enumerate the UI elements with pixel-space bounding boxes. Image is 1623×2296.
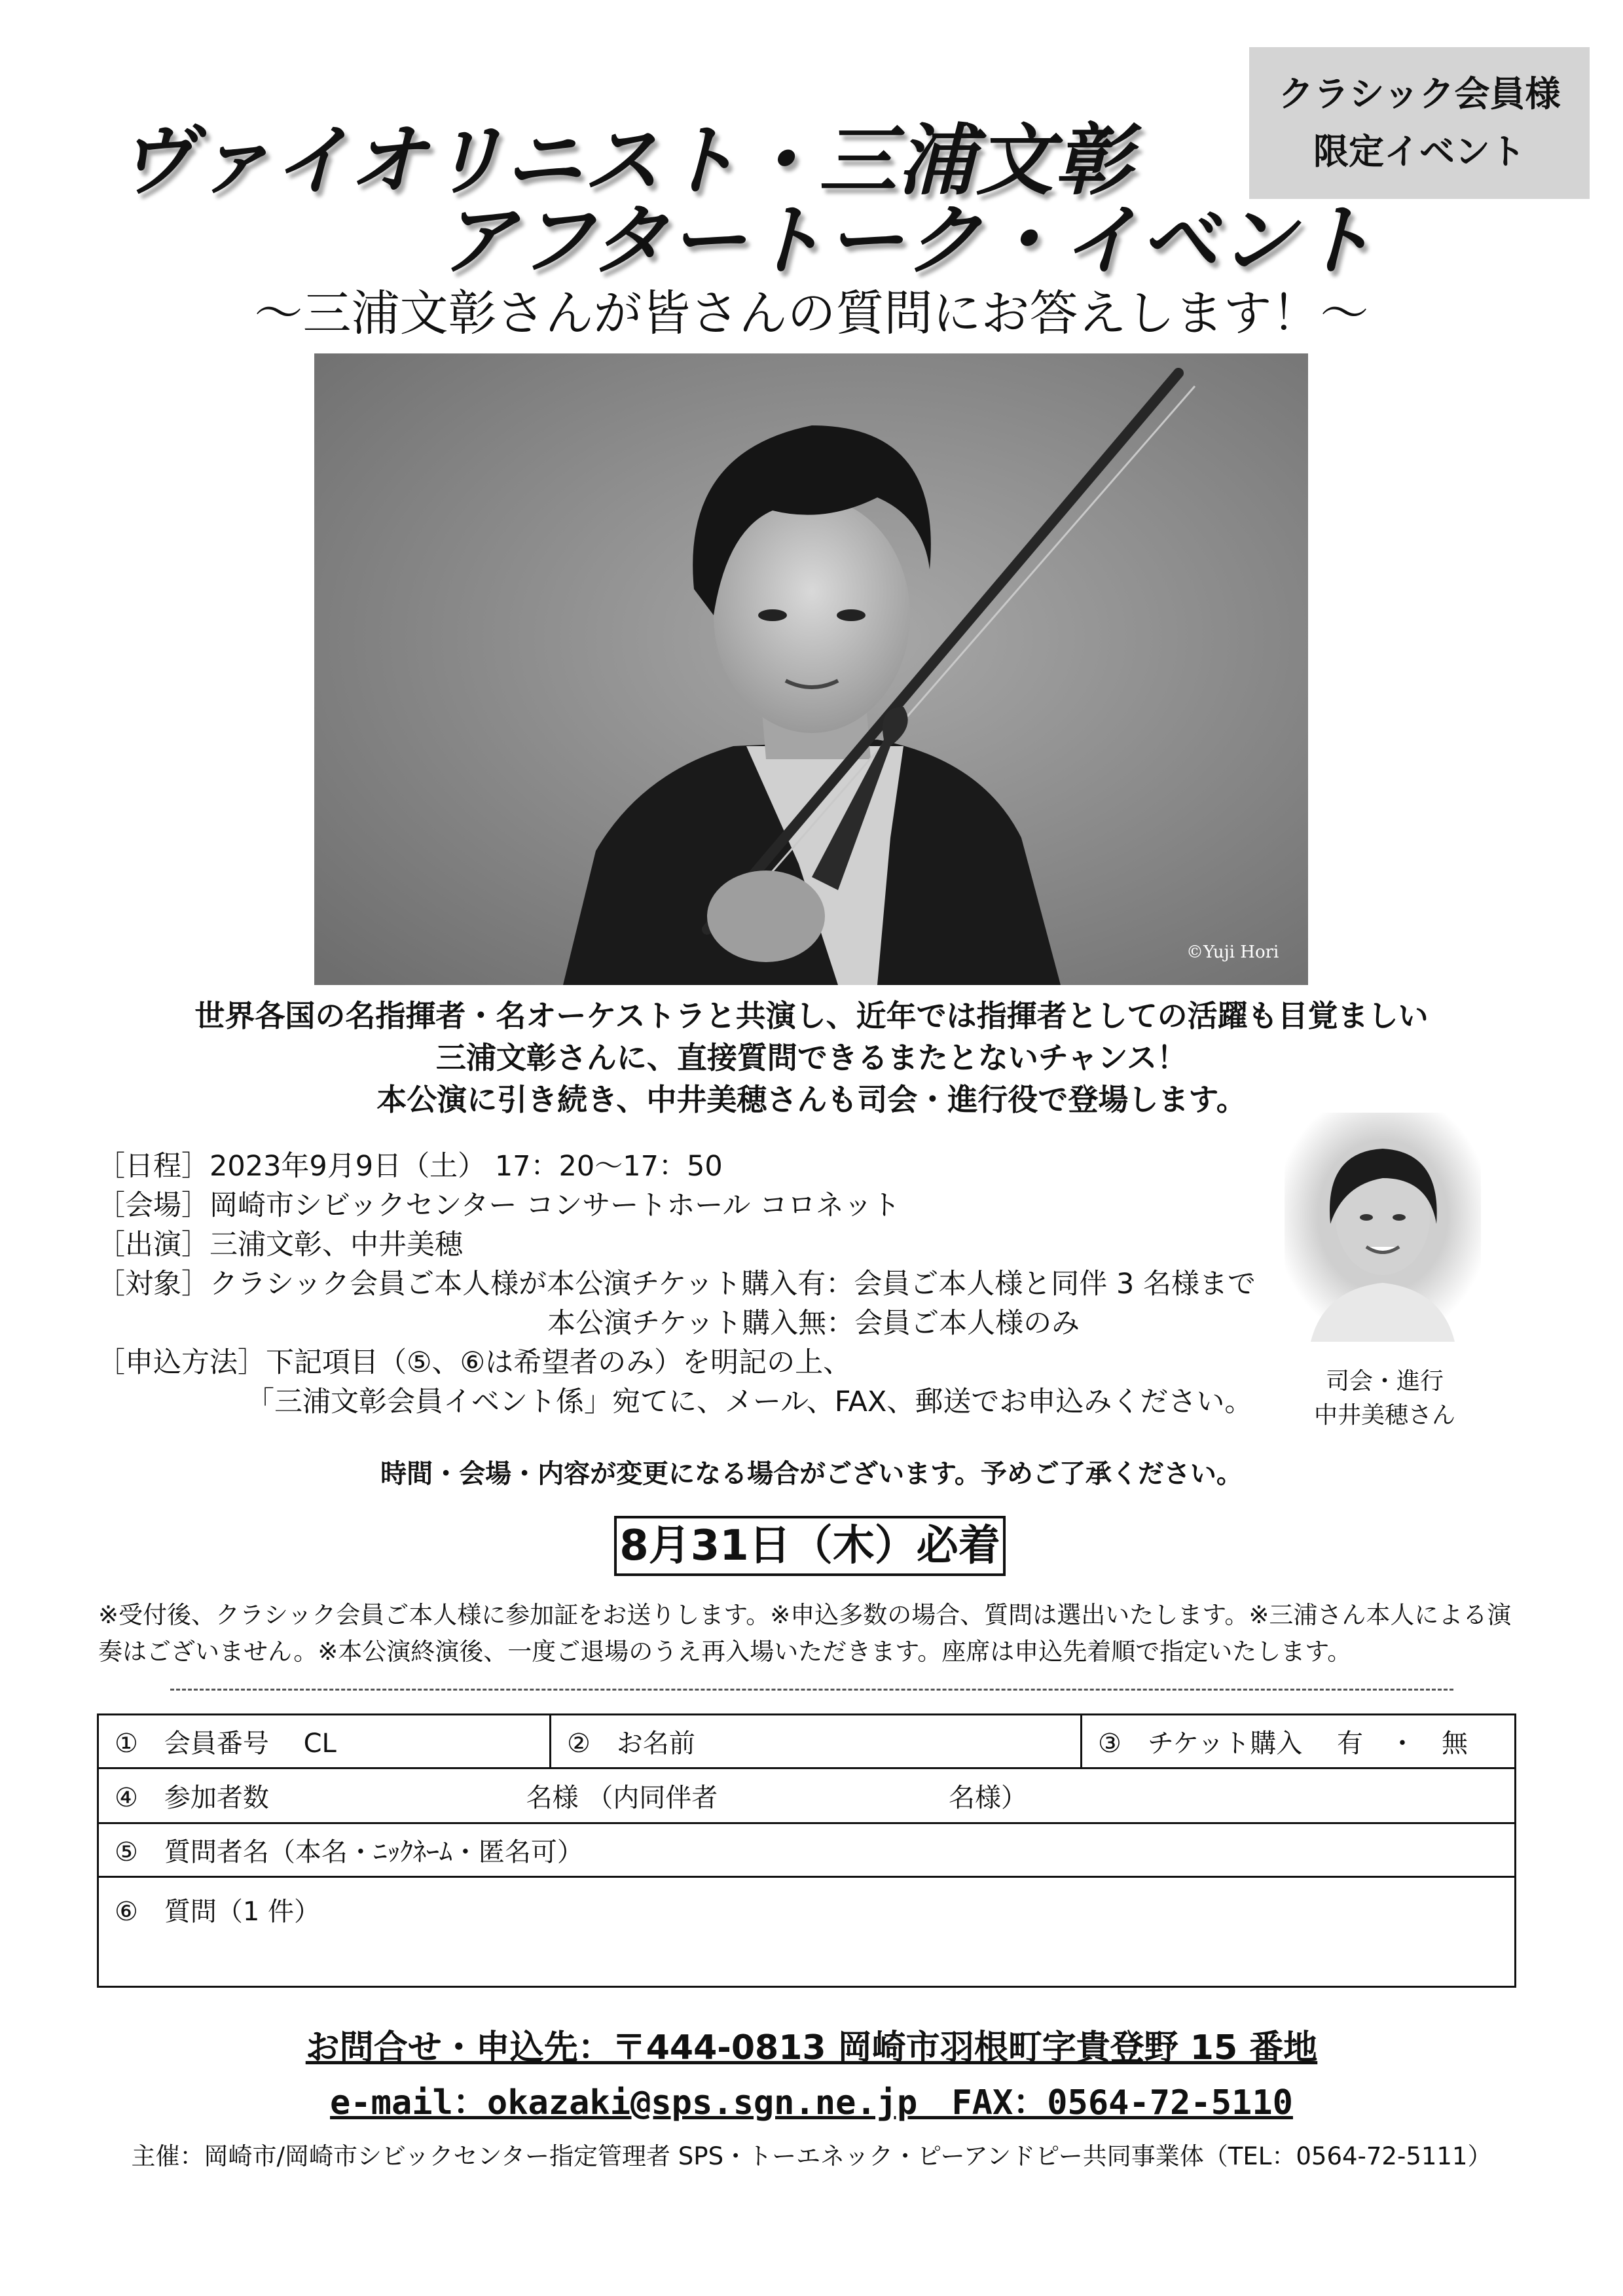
contact-address: お問合せ・申込先：〒444-0813 岡崎市羽根町字貴登野 15 番地	[305, 2028, 1318, 2068]
questioner-name-field[interactable]	[98, 1823, 1516, 1877]
photo-credit: ©Yuji Hori	[1186, 942, 1279, 962]
mc-caption	[1300, 1365, 1470, 1433]
detail-row-performers	[97, 1225, 1256, 1265]
detail-label: ［対象］	[97, 1268, 210, 1300]
detail-value: 三浦文彰、中井美穂	[210, 1229, 463, 1261]
name-field[interactable]	[551, 1715, 1082, 1768]
intro-line: 本公演に引き続き、中井美穂さんも司会・進行役で登場します。	[376, 1082, 1247, 1117]
member-number-field[interactable]	[98, 1715, 551, 1768]
cut-line	[170, 1689, 1453, 1691]
violinist-photo	[314, 353, 1308, 985]
detail-row-venue	[97, 1186, 1256, 1225]
badge-line-1: クラシック会員様	[1278, 73, 1561, 115]
detail-label: ［申込方法］	[97, 1346, 266, 1379]
ticket-purchase-label: ③ チケット購入 有 ・ 無	[1098, 1729, 1468, 1759]
detail-value: 2023年9月9日（土） 17：20～17：50	[210, 1150, 723, 1183]
detail-row-date	[97, 1147, 1256, 1186]
name-label: ② お名前	[567, 1729, 695, 1759]
detail-row-apply	[97, 1343, 1256, 1382]
event-title-line-2: アフタートーク・イベント	[439, 195, 1376, 285]
detail-value: 本公演チケット購入無：会員ご本人様のみ	[547, 1307, 1080, 1340]
detail-label: ［会場］	[97, 1189, 210, 1222]
mc-portrait	[1285, 1113, 1481, 1342]
contact-email-fax: e-mail：okazaki@sps.sgn.ne.jp FAX：0564-72-5110	[330, 2083, 1293, 2123]
intro-line: 世界各国の名指揮者・名オーケストラと共演し、近年では指揮者としての活躍も目覚ましい	[194, 998, 1429, 1033]
event-details	[97, 1147, 1256, 1422]
event-title-line-1: ヴァイオリニスト・三浦文彰	[117, 115, 1133, 206]
companion-label: 名様 （内同伴者	[526, 1783, 718, 1813]
participant-count-label: ④ 参加者数	[115, 1783, 269, 1813]
detail-value: 岡崎市シビックセンター コンサートホール コロネット	[210, 1189, 901, 1222]
participant-count-field[interactable]	[98, 1768, 1516, 1823]
ticket-purchase-field[interactable]	[1082, 1715, 1516, 1768]
deadline-box: 8月31日（木）必着	[614, 1516, 1006, 1576]
detail-label: ［日程］	[97, 1150, 210, 1183]
event-subtitle: ～三浦文彰さんが皆さんの質問にお答えします！～	[254, 285, 1369, 342]
detail-value: クラシック会員ご本人様が本公演チケット購入有：会員ご本人様と同伴 3 名様まで	[210, 1268, 1256, 1300]
intro-text	[0, 995, 1623, 1121]
question-label: ⑥ 質問（1 件）	[115, 1897, 321, 1927]
question-field[interactable]	[98, 1877, 1516, 1987]
sponsor-line: 主催：岡崎市/岡崎市シビックセンター指定管理者 SPS・トーエネック・ピーアンドピー共同事業体（TEL：0564-72-5111）	[131, 2142, 1492, 2170]
intro-line: 三浦文彰さんに、直接質問できるまたとないチャンス！	[435, 1040, 1188, 1075]
mc-name: 中井美穂さん	[1313, 1402, 1455, 1429]
questioner-name-label: ⑤ 質問者名（本名・ﾆｯｸﾈｰﾑ・匿名可）	[115, 1837, 583, 1867]
notes-text: ※受付後、クラシック会員ご本人様に参加証をお送りします。※申込多数の場合、質問は選出いたします。※三浦さん本人による演奏はございません。※本公演終演後、一度ご退場のうえ再入場いただきます。座席は申込先着順で指定いたします。	[98, 1601, 1512, 1666]
detail-row-apply-2	[97, 1382, 1256, 1422]
application-form	[97, 1713, 1516, 1988]
member-number-label: ① 会員番号 CL	[115, 1729, 337, 1759]
detail-label: ［出演］	[97, 1229, 210, 1261]
companion-suffix: 名様）	[949, 1783, 1028, 1813]
change-notice: 時間・会場・内容が変更になる場合がございます。予めご了承ください。	[380, 1459, 1243, 1489]
badge-line-2: 限定イベント	[1313, 131, 1525, 172]
mc-role: 司会・進行	[1325, 1368, 1444, 1395]
member-limited-badge	[1249, 47, 1590, 199]
detail-row-target-2	[97, 1304, 1256, 1343]
detail-row-target	[97, 1265, 1256, 1304]
detail-value: 「三浦文彰会員イベント係」宛てに、メール、FAX、郵送でお申込みください。	[246, 1386, 1253, 1418]
detail-value: 下記項目（⑤、⑥は希望者のみ）を明記の上、	[266, 1346, 852, 1379]
